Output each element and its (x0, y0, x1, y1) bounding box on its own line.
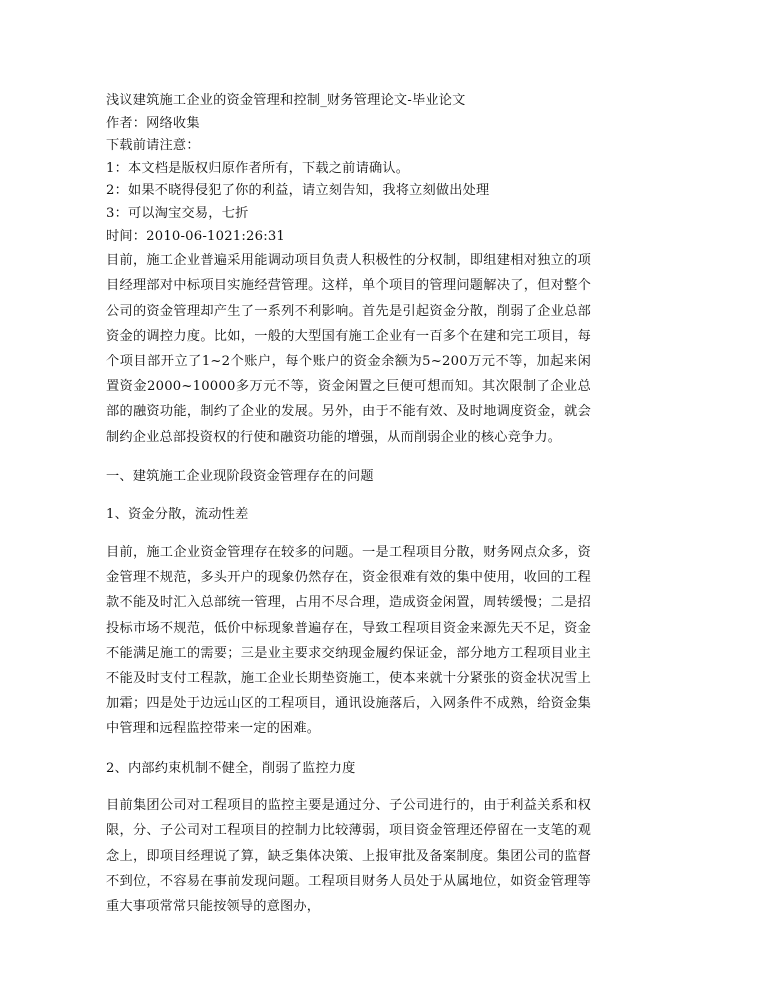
subsection-2-paragraph: 目前集团公司对工程项目的监控主要是通过分、子公司进行的，由于利益关系和权限，分、子公司对工程项目的控制力比较薄弱，项目资金管理还停留在一支笔的观念上，即项目经理说了算，缺乏集体决策、上报审批及备案制度。集团公司的监督不到位，不容易在事前发现问题。工程项目财务人员处于从属地位，如资金管理等重大事项常常只能按领导的意图办， (106, 798, 591, 914)
notice-header: 下载前请注意： (106, 138, 200, 154)
subsection-heading: 1、资金分散，流动性差 (106, 507, 249, 523)
document-page (106, 90, 591, 919)
document-time: 时间：2010-06-1021:26:31 (106, 228, 286, 244)
subsection-heading: 2、内部约束机制不健全，削弱了监控力度 (106, 760, 356, 776)
document-title: 浅议建筑施工企业的资金管理和控制_财务管理论文-毕业论文 (106, 93, 466, 108)
intro-paragraph: 目前，施工企业普遍采用能调动项目负责人积极性的分权制，即组建相对独立的项目经理部对中标项目实施经营管理。这样，单个项目的管理问题解决了，但对整个公司的资金管理却产生了一系列不利影响。首先是引起资金分散，削弱了企业总部资金的调控力度。比如，一般的大型国有施工企业有一百多个在建和完工项目，每个项目部开立了1~2个账户，每个账户的资金余额为5~200万元不等，加起来闲置资金2000~10000多万元不等，资金闲置之巨便可想而知。其次限制了企业总部的融资功能，制约了企业的发展。另外，由于不能有效、及时地调度资金，就会制约企业总部投资权的行使和融资功能的增强，从而削弱企业的核心竞争力。 (106, 253, 591, 445)
notice-item: 1：本文档是版权归原作者所有，下载之前请确认。 (106, 160, 410, 176)
document-author: 作者：网络收集 (106, 115, 200, 131)
subsection-1-paragraph: 目前，施工企业资金管理存在较多的问题。一是工程项目分散，财务网点众多，资金管理不规范，多头开户的现象仍然存在，资金很难有效的集中使用，收回的工程款不能及时汇入总部统一管理，占用不尽合理，造成资金闲置，周转缓慢；二是招投标市场不规范，低价中标现象普遍存在，导致工程项目资金来源先天不足，资金不能满足施工的需要；三是业主要求交纳现金履约保证金，部分地方工程项目业主不能及时支付工程款，施工企业长期垫资施工，使本来就十分紧张的资金状况雪上加霜；四是处于边远山区的工程项目，通讯设施落后，入网条件不成熟，给资金集中管理和远程监控带来一定的困难。 (106, 544, 591, 737)
notice-item: 2：如果不晓得侵犯了你的利益，请立刻告知，我将立刻做出处理 (106, 183, 490, 199)
notice-item: 3：可以淘宝交易，七折 (106, 205, 249, 221)
section-heading: 一、建筑施工企业现阶段资金管理存在的问题 (106, 468, 374, 484)
